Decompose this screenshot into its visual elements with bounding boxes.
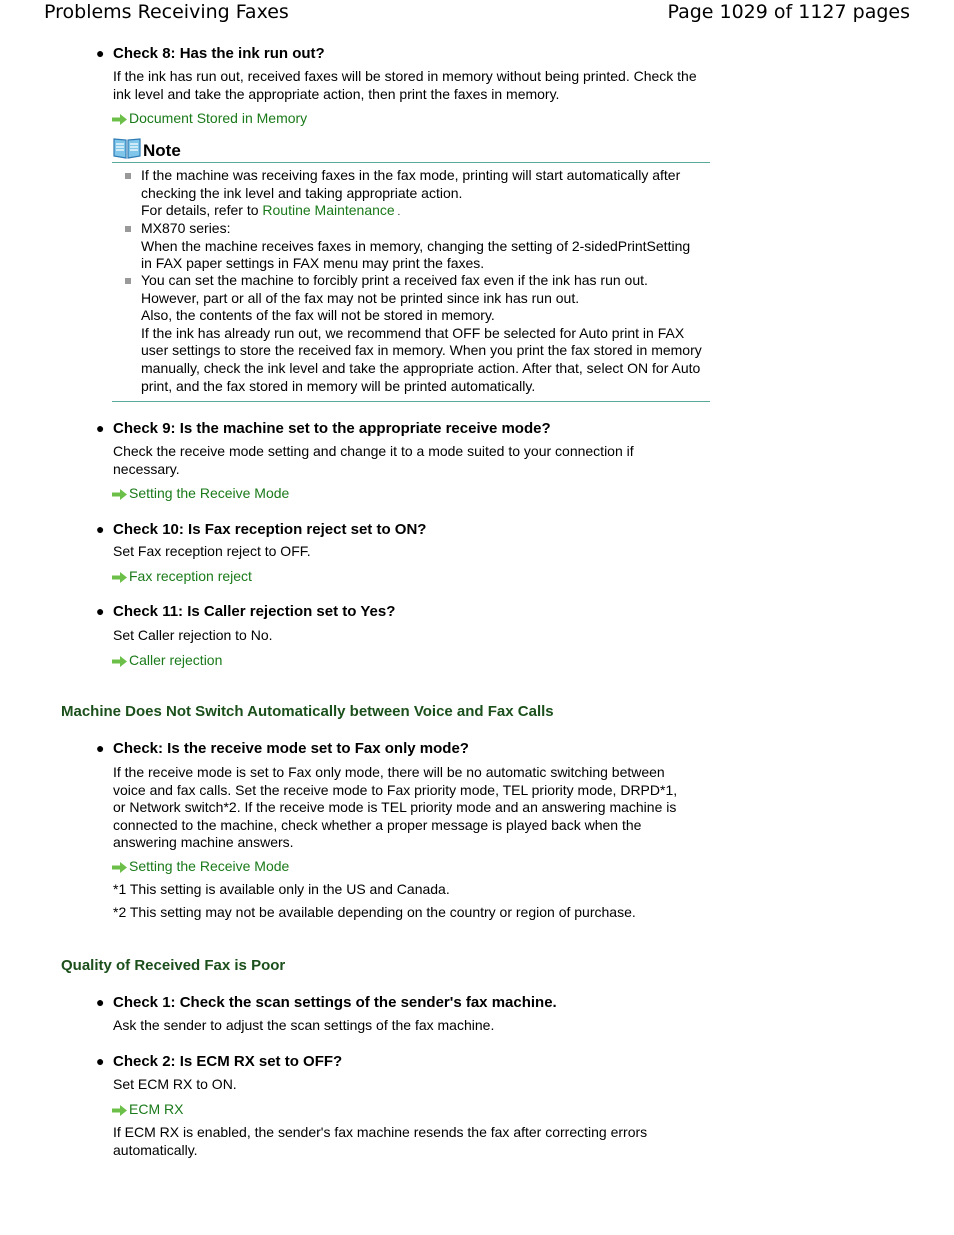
check-9-title: Check 9: Is the machine set to the appropriate receive mode?	[113, 420, 551, 437]
document-title: Problems Receiving Faxes	[44, 1, 289, 23]
link-routine-maintenance[interactable]: Routine Maintenance	[262, 202, 395, 219]
square-bullet-icon	[125, 173, 131, 179]
arrow-right-icon	[112, 656, 127, 667]
link-document-stored-in-memory[interactable]: Document Stored in Memory	[112, 109, 307, 127]
check-2-title: Check 2: Is ECM RX set to OFF?	[113, 1053, 343, 1070]
bullet-icon: ●	[96, 1053, 105, 1069]
section-heading-voice-fax-switch: Machine Does Not Switch Automatically between Voice and Fax Calls	[61, 703, 554, 720]
bullet-icon: ●	[96, 994, 105, 1010]
note-divider	[112, 401, 710, 402]
arrow-right-icon	[112, 862, 127, 873]
check-10-body: Set Fax reception reject to OFF.	[113, 543, 311, 559]
book-icon	[113, 137, 141, 159]
arrow-right-icon	[112, 489, 127, 500]
link-setting-the-receive-mode-2[interactable]: Setting the Receive Mode	[112, 857, 289, 875]
check-1-heading	[96, 993, 557, 1012]
bullet-icon: ●	[96, 603, 105, 619]
section-heading-fax-quality: Quality of Received Fax is Poor	[61, 957, 286, 974]
check-9-body: Check the receive mode setting and change it to a mode suited to your connection if necessary.	[113, 443, 634, 477]
arrow-right-icon	[112, 1105, 127, 1116]
arrow-right-icon	[112, 572, 127, 583]
arrow-right-icon	[112, 114, 127, 125]
note-item-1-prefix: For details, refer to	[141, 202, 263, 219]
note-item-3-text: You can set the machine to forcibly print a received fax even if the ink has run out. However, part or all of the fax may not be printed since ink has run out. Also, the contents of the fax will not be stored in memory. If the ink has already run out, we recommend that OFF be selected for Auto print in FAX user settings to store the received fax in memory. When you print the fax stored in memory manually, check the ink level and take the appropriate action. After that, select ON for Auto print, and the fax stored in memory will be printed automatically.	[141, 272, 702, 394]
bullet-icon: ●	[96, 45, 105, 61]
bullet-icon: ●	[96, 740, 105, 756]
check-receive-mode-heading	[96, 739, 469, 758]
check-2-after-text: If ECM RX is enabled, the sender's fax machine resends the fax after correcting errors automatically.	[113, 1124, 648, 1158]
check-8-title: Check 8: Has the ink run out?	[113, 45, 325, 62]
note-title: Note	[143, 141, 181, 160]
note-header	[112, 137, 710, 163]
check-1-title: Check 1: Check the scan settings of the sender's fax machine.	[113, 994, 557, 1011]
check-2-body: Set ECM RX to ON.	[113, 1076, 237, 1092]
check-8-body: If the ink has run out, received faxes will be stored in memory without being printed. Check the ink level and take the appropriate action, then print the faxes in memory.	[113, 68, 697, 102]
bullet-icon: ●	[96, 420, 105, 436]
check-1-body: Ask the sender to adjust the scan settings of the fax machine.	[113, 1017, 495, 1033]
link-setting-the-receive-mode[interactable]: Setting the Receive Mode	[112, 484, 289, 502]
check-receive-mode-body: If the receive mode is set to Fax only mode, there will be no automatic switching between voice and fax calls. Set the receive mode to Fax priority mode, TEL priority mode, DRPD*1, or Network switch*2. If the receive mode is TEL priority mode and an answering machine is connected to the machine, check whether a proper message is played back when the answering machine answers.	[113, 764, 678, 851]
link-caller-rejection[interactable]: Caller rejection	[112, 651, 222, 669]
check-11-heading	[96, 602, 395, 621]
note-item-2-text: MX870 series: When the machine receives faxes in memory, changing the setting of 2-sidedPrintSetting in FAX paper settings in FAX menu may print the faxes.	[141, 220, 691, 272]
bullet-icon: ●	[96, 521, 105, 537]
square-bullet-icon	[125, 226, 131, 232]
check-8-heading	[96, 44, 325, 63]
square-bullet-icon	[125, 278, 131, 284]
check-11-title: Check 11: Is Caller rejection set to Yes?	[113, 603, 396, 620]
link-fax-reception-reject[interactable]: Fax reception reject	[112, 567, 252, 585]
page-indicator: Page 1029 of 1127 pages	[667, 1, 910, 23]
footnote-1: *1 This setting is available only in the US and Canada.	[113, 881, 450, 897]
check-receive-mode-title: Check: Is the receive mode set to Fax only mode?	[113, 740, 469, 757]
check-10-title: Check 10: Is Fax reception reject set to ON?	[113, 521, 427, 538]
note-item-1-text: If the machine was receiving faxes in the fax mode, printing will start automatically after checking the ink level and taking appropriate action.	[141, 167, 681, 201]
link-ecm-rx[interactable]: ECM RX	[112, 1100, 183, 1118]
check-9-heading	[96, 419, 551, 438]
check-2-heading	[96, 1052, 342, 1071]
footnote-2: *2 This setting may not be available depending on the country or region of purchase.	[113, 904, 636, 920]
note-item-1-suffix: .	[394, 207, 401, 219]
check-11-body: Set Caller rejection to No.	[113, 627, 273, 643]
check-10-heading	[96, 520, 426, 539]
